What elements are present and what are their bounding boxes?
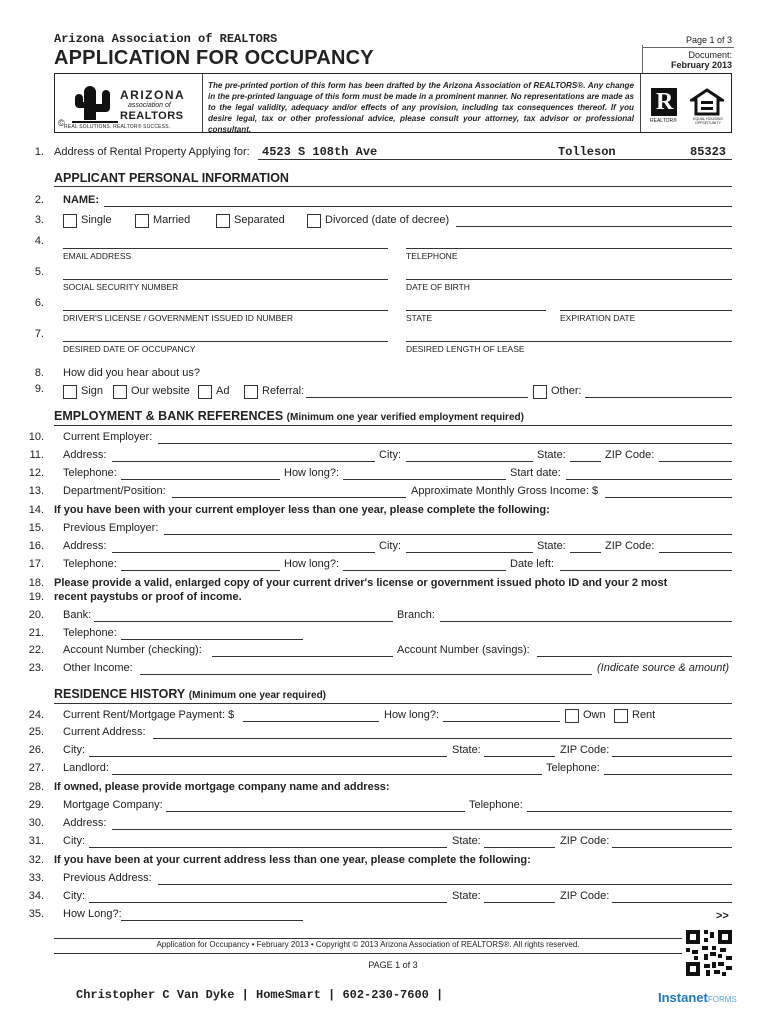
date-left-label: Date left: — [510, 558, 555, 570]
occupancy-date-field[interactable] — [63, 341, 388, 342]
line-number: 35. — [28, 908, 44, 920]
previous-city-field[interactable] — [89, 902, 447, 903]
email-label: EMAIL ADDRESS — [63, 251, 132, 261]
single-checkbox[interactable] — [63, 214, 77, 228]
line-number: 29. — [28, 799, 44, 811]
line-number: 30. — [28, 817, 44, 829]
line-number: 26. — [28, 744, 44, 756]
telephone-field[interactable] — [406, 248, 732, 249]
previous-address-field[interactable] — [158, 884, 732, 885]
footer-rule — [54, 938, 682, 939]
line-number: 32. — [28, 854, 44, 866]
telephone-label: TELEPHONE — [406, 251, 458, 261]
website-label: Our website — [131, 385, 190, 397]
logo-word-arizona: ARIZONA — [120, 88, 186, 102]
expiration-label: EXPIRATION DATE — [560, 313, 636, 323]
line-number: 10. — [28, 431, 44, 443]
savings-field[interactable] — [537, 656, 732, 657]
line-number: 4. — [34, 235, 44, 247]
house-icon — [690, 88, 724, 116]
residence-heading-note: (Minimum one year required) — [188, 690, 327, 701]
line-number: 22. — [28, 644, 44, 656]
other-label: Other: — [551, 385, 582, 397]
date-left-field[interactable] — [560, 570, 732, 571]
document-date: February 2013 — [670, 60, 732, 70]
income-field[interactable] — [605, 497, 732, 498]
qr-code-icon — [686, 930, 732, 976]
employer-address-field[interactable] — [112, 461, 375, 462]
line-number: 12. — [28, 467, 44, 479]
own-label: Own — [583, 709, 606, 721]
prev-how-long-field[interactable] — [343, 570, 506, 571]
rent-payment-label: Current Rent/Mortgage Payment: $ — [63, 709, 235, 721]
employment-heading-note: (Minimum one year verified employment required) — [286, 412, 524, 423]
indicate-source-note: (Indicate source & amount) — [597, 662, 730, 674]
website-checkbox[interactable] — [113, 385, 127, 399]
employer-telephone-label: Telephone: — [63, 467, 117, 479]
employer-how-long-field[interactable] — [343, 479, 506, 480]
referral-label: Referral: — [262, 385, 305, 397]
divider — [202, 74, 203, 132]
instanet-text: Instanet — [658, 990, 708, 1005]
section-rule — [54, 186, 732, 187]
equal-housing-text: EQUAL HOUSING OPPORTUNITY — [693, 117, 723, 125]
previous-state-label: State: — [452, 890, 481, 902]
less-than-year-residence-note: If you have been at your current address less than one year, please complete the following: — [54, 854, 531, 866]
line-number: 20. — [28, 609, 44, 621]
prev-state-field[interactable] — [570, 552, 601, 553]
cactus-icon — [70, 78, 120, 124]
residence-heading: RESIDENCE HISTORY — [54, 687, 186, 701]
sign-checkbox[interactable] — [63, 385, 77, 399]
prev-address-label: Address: — [63, 540, 107, 552]
mortgage-company-field[interactable] — [166, 811, 465, 812]
expiration-field[interactable] — [560, 310, 732, 311]
mortgage-telephone-label: Telephone: — [469, 799, 523, 811]
agent-info: Christopher C Van Dyke | HomeSmart | 602-230-7600 | — [76, 988, 444, 1002]
mortgage-telephone-field[interactable] — [527, 811, 732, 812]
line-number: 14. — [28, 504, 44, 516]
married-checkbox[interactable] — [135, 214, 149, 228]
divorce-date-field[interactable] — [456, 226, 732, 227]
mortgage-city-field[interactable] — [89, 847, 447, 848]
divider — [642, 45, 643, 73]
referral-field[interactable] — [306, 397, 528, 398]
line-number: 27. — [28, 762, 44, 774]
lease-length-label: DESIRED LENGTH OF LEASE — [406, 344, 525, 354]
email-field[interactable] — [63, 248, 388, 249]
state-label: STATE — [406, 313, 433, 323]
bank-telephone-field[interactable] — [121, 639, 303, 640]
name-field[interactable] — [104, 206, 732, 207]
section-heading-residence — [54, 687, 326, 701]
line-number: 23. — [28, 662, 44, 674]
line-number: 13. — [28, 485, 44, 497]
prev-telephone-label: Telephone: — [63, 558, 117, 570]
line-number: 3. — [34, 214, 44, 226]
line-number: 34. — [28, 890, 44, 902]
prev-zip-field[interactable] — [659, 552, 732, 553]
line-number: 1. — [34, 146, 44, 158]
other-income-label: Other Income: — [63, 662, 133, 674]
property-address-value[interactable]: 4523 S 108th Ave — [262, 145, 378, 159]
mortgage-state-label: State: — [452, 835, 481, 847]
department-field[interactable] — [172, 497, 406, 498]
mortgage-address-label: Address: — [63, 817, 107, 829]
employer-how-long-label: How long?: — [284, 467, 340, 479]
previous-how-long-label: How Long?: — [63, 908, 122, 920]
employer-zip-label: ZIP Code: — [605, 449, 655, 461]
employer-city-label: City: — [379, 449, 401, 461]
married-label: Married — [153, 214, 191, 226]
license-label: DRIVER'S LICENSE / GOVERNMENT ISSUED ID NUMBER — [63, 313, 294, 323]
landlord-label: Landlord: — [63, 762, 109, 774]
previous-address-label: Previous Address: — [63, 872, 152, 884]
line-number: 8. — [34, 367, 44, 379]
residence-zip-field[interactable] — [612, 756, 732, 757]
previous-zip-field[interactable] — [612, 902, 732, 903]
divorced-checkbox[interactable] — [307, 214, 321, 228]
current-employer-label: Current Employer: — [63, 431, 153, 443]
separated-checkbox[interactable] — [216, 214, 230, 228]
line-number: 17. — [28, 558, 44, 570]
savings-label: Account Number (savings): — [397, 644, 530, 656]
hear-about-label: How did you hear about us? — [63, 367, 200, 379]
rent-label: Rent — [632, 709, 656, 721]
single-label: Single — [81, 214, 112, 226]
state-field[interactable] — [406, 310, 546, 311]
section-rule — [54, 425, 732, 426]
previous-state-field[interactable] — [484, 902, 555, 903]
section-heading-employment — [54, 409, 524, 423]
realtor-mark-text: REALTOR® — [650, 118, 677, 124]
document-label: Document: — [688, 50, 732, 60]
employer-state-label: State: — [537, 449, 566, 461]
footer-rule — [54, 953, 682, 954]
property-zip-value[interactable]: 85323 — [690, 145, 727, 159]
ad-checkbox[interactable] — [198, 385, 212, 399]
residence-city-label: City: — [63, 744, 85, 756]
logo-tagline: REAL SOLUTIONS. REALTOR® SUCCESS. — [64, 124, 171, 130]
checking-field[interactable] — [212, 656, 393, 657]
prev-zip-label: ZIP Code: — [605, 540, 655, 552]
landlord-telephone-field[interactable] — [604, 774, 732, 775]
footer-page: PAGE 1 of 3 — [368, 960, 418, 970]
prev-how-long-label: How long?: — [284, 558, 340, 570]
previous-city-label: City: — [63, 890, 85, 902]
own-checkbox[interactable] — [565, 709, 579, 723]
license-field[interactable] — [63, 310, 388, 311]
dob-field[interactable] — [406, 279, 732, 280]
prev-city-field[interactable] — [406, 552, 533, 553]
rent-payment-field[interactable] — [243, 721, 379, 722]
realtor-r-logo — [650, 88, 680, 126]
line-number: 25. — [28, 726, 44, 738]
line-number: 19. — [28, 591, 44, 603]
previous-employer-label: Previous Employer: — [63, 522, 159, 534]
residence-state-field[interactable] — [484, 756, 555, 757]
divider — [642, 47, 734, 48]
line-number: 18. — [28, 577, 44, 589]
mortgage-zip-field[interactable] — [612, 847, 732, 848]
provide-copy-note-2: recent paystubs or proof of income. — [54, 591, 242, 603]
sign-label: Sign — [81, 385, 104, 397]
footer-copyright: Application for Occupancy • February 2013 • Copyright © 2013 Arizona Association of REALTORS®. All rights reserved. — [156, 940, 580, 949]
line-number: 24. — [28, 709, 44, 721]
residence-state-label: State: — [452, 744, 481, 756]
mortgage-company-label: Mortgage Company: — [63, 799, 163, 811]
current-address-label: Current Address: — [63, 726, 146, 738]
aar-logo — [58, 78, 200, 132]
disclaimer-text: The pre-printed portion of this form has been drafted by the Arizona Association of REALTORS®. Any change in the pre-printed language of this form must be made in a prominent manner. No representations are made as to the legal validity, adequacy and/or effects of any provision, including tax consequences thereof. If you desire legal, tax or other professional advice, please consult your attorney, tax advisor or professional consultant. — [208, 81, 634, 134]
form-title: APPLICATION FOR OCCUPANCY — [54, 47, 374, 69]
mortgage-address-field[interactable] — [112, 829, 732, 830]
residence-zip-label: ZIP Code: — [560, 744, 610, 756]
if-owned-note: If owned, please provide mortgage company name and address: — [54, 781, 390, 793]
copyright-icon: © — [58, 118, 65, 128]
ad-label: Ad — [216, 385, 230, 397]
instanet-forms-text: FORMS — [707, 995, 737, 1004]
residence-how-long-label: How long?: — [384, 709, 440, 721]
prev-state-label: State: — [537, 540, 566, 552]
branch-field[interactable] — [440, 621, 732, 622]
bank-field[interactable] — [94, 621, 393, 622]
property-address-field[interactable] — [258, 159, 732, 160]
section-heading-personal: APPLICANT PERSONAL INFORMATION — [54, 171, 289, 185]
r-letter: R — [656, 89, 674, 115]
previous-how-long-field[interactable] — [121, 920, 303, 921]
bank-telephone-label: Telephone: — [63, 627, 117, 639]
line-number: 33. — [28, 872, 44, 884]
instanet-logo — [658, 990, 737, 1005]
property-address-label: Address of Rental Property Applying for: — [54, 146, 250, 158]
employer-zip-field[interactable] — [659, 461, 732, 462]
less-than-year-note: If you have been with your current employer less than one year, please complete the following: — [54, 504, 550, 516]
occupancy-date-label: DESIRED DATE OF OCCUPANCY — [63, 344, 196, 354]
dob-label: DATE OF BIRTH — [406, 282, 470, 292]
line-number: 5. — [34, 266, 44, 278]
separated-label: Separated — [234, 214, 285, 226]
name-label: NAME: — [63, 194, 100, 206]
landlord-telephone-label: Telephone: — [546, 762, 600, 774]
other-income-field[interactable] — [140, 674, 592, 675]
provide-copy-note-1: Please provide a valid, enlarged copy of your current driver's license or government issued photo ID and your 2 most — [54, 577, 668, 589]
line-number: 7. — [34, 328, 44, 340]
employer-telephone-field[interactable] — [121, 479, 280, 480]
rent-checkbox[interactable] — [614, 709, 628, 723]
other-field[interactable] — [585, 397, 732, 398]
residence-how-long-field[interactable] — [443, 721, 560, 722]
department-label: Department/Position: — [63, 485, 166, 497]
employer-address-label: Address: — [63, 449, 107, 461]
line-number: 2. — [34, 194, 44, 206]
line-number: 21. — [28, 627, 44, 639]
line-number: 15. — [28, 522, 44, 534]
page-indicator: Page 1 of 3 — [685, 35, 732, 45]
residence-city-field[interactable] — [89, 756, 447, 757]
ssn-field[interactable] — [63, 279, 388, 280]
employer-city-field[interactable] — [406, 461, 533, 462]
property-city-value[interactable]: Tolleson — [558, 145, 616, 159]
checking-label: Account Number (checking): — [63, 644, 202, 656]
line-number: 6. — [34, 297, 44, 309]
previous-employer-field[interactable] — [164, 534, 732, 535]
lease-length-field[interactable] — [406, 341, 732, 342]
mortgage-city-label: City: — [63, 835, 85, 847]
employment-heading: EMPLOYMENT & BANK REFERENCES — [54, 409, 284, 423]
start-date-label: Start date: — [510, 467, 561, 479]
logo-association: association of — [128, 102, 171, 109]
start-date-field[interactable] — [566, 479, 732, 480]
divorced-label: Divorced (date of decree) — [325, 214, 450, 226]
line-number: 16. — [28, 540, 44, 552]
bank-label: Bank: — [63, 609, 92, 621]
mortgage-state-field[interactable] — [484, 847, 555, 848]
divider — [640, 74, 641, 132]
referral-checkbox[interactable] — [244, 385, 258, 399]
prev-address-field[interactable] — [112, 552, 375, 553]
current-address-field[interactable] — [153, 738, 732, 739]
section-rule — [54, 703, 732, 704]
landlord-field[interactable] — [112, 774, 542, 775]
mortgage-zip-label: ZIP Code: — [560, 835, 610, 847]
equal-housing-logo — [690, 88, 726, 128]
line-number: 31. — [28, 835, 44, 847]
ssn-label: SOCIAL SECURITY NUMBER — [63, 282, 179, 292]
prev-city-label: City: — [379, 540, 401, 552]
prev-telephone-field[interactable] — [121, 570, 280, 571]
association-name: Arizona Association of REALTORS — [54, 32, 278, 46]
current-employer-field[interactable] — [158, 443, 732, 444]
line-number: 11. — [29, 449, 44, 461]
branch-label: Branch: — [397, 609, 435, 621]
continued-arrow: >> — [716, 910, 729, 922]
line-number: 9. — [34, 383, 44, 395]
other-checkbox[interactable] — [533, 385, 547, 399]
logo-word-realtors: REALTORS — [120, 110, 184, 122]
employer-state-field[interactable] — [570, 461, 601, 462]
previous-zip-label: ZIP Code: — [560, 890, 610, 902]
line-number: 28. — [28, 781, 44, 793]
income-label: Approximate Monthly Gross Income: $ — [411, 485, 599, 497]
